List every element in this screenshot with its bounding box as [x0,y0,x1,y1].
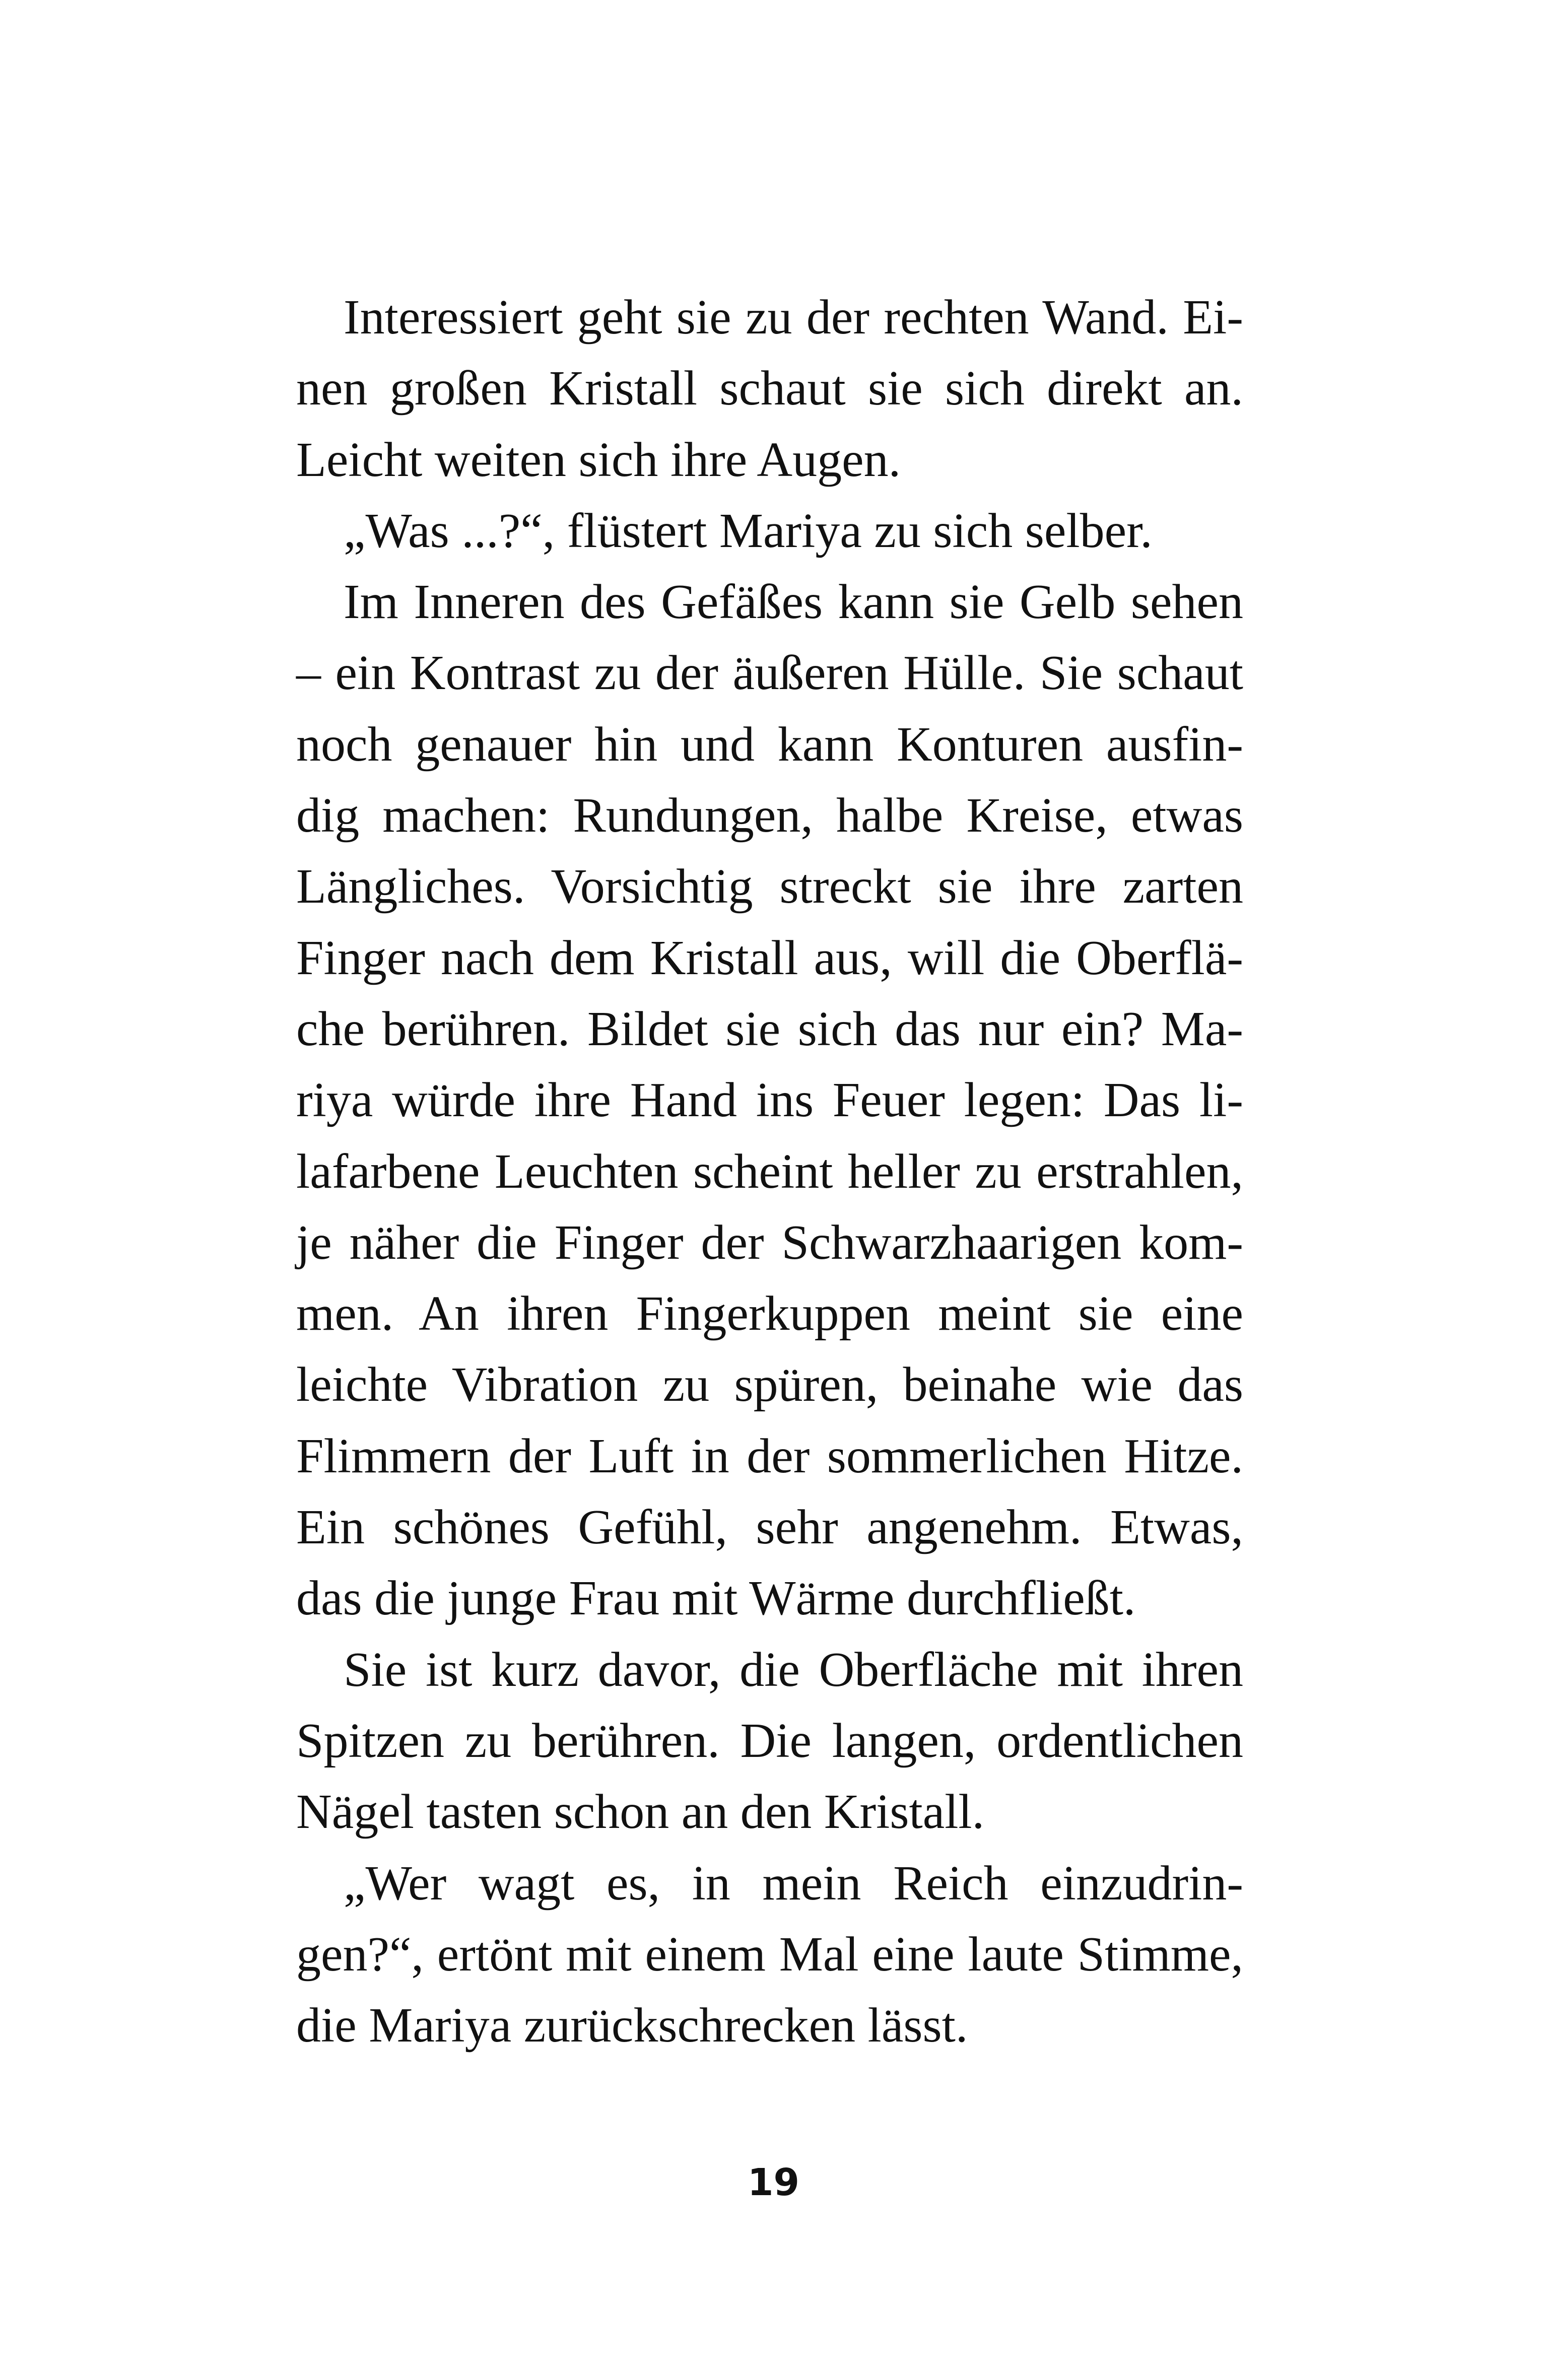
text-line: Längliches. Vorsichtig streckt sie ihre zarten [296,859,1243,914]
text-line: Flimmern der Luft in der sommerlichen Hitze. [296,1429,1243,1483]
text-line: – ein Kontrast zu der äußeren Hülle. Sie schaut [296,646,1243,701]
text-line: leichte Vibration zu spüren, beinahe wie das [296,1357,1243,1412]
text-line: die Mariya zurückschrecken lässt. [296,1998,968,2053]
text-line: Spitzen zu berühren. Die langen, ordentlichen [296,1713,1243,1768]
text-line: je näher die Finger der Schwarzhaarigen kom- [296,1215,1243,1270]
text-line: „Was ...?“, flüstert Mariya zu sich selber. [344,503,1153,558]
text-line: noch genauer hin und kann Konturen ausfin- [296,717,1243,772]
text-line: men. An ihren Fingerkuppen meint sie eine [296,1286,1243,1341]
text-line: che berühren. Bildet sie sich das nur ein? Ma- [296,1001,1243,1056]
text-line: Im Inneren des Gefäßes kann sie Gelb sehen [344,575,1243,630]
text-line: gen?“, ertönt mit einem Mal eine laute Stimme, [296,1927,1243,1982]
text-line: dig machen: Rundungen, halbe Kreise, etwas [296,788,1243,843]
text-line: Finger nach dem Kristall aus, will die Oberflä- [296,930,1243,985]
text-line: Interessiert geht sie zu der rechten Wand. Ei- [344,290,1243,345]
text-line: „Wer wagt es, in mein Reich einzudrin- [344,1856,1243,1911]
text-line: lafarbene Leuchten scheint heller zu erstrahlen, [296,1144,1243,1199]
text-line: Leicht weiten sich ihre Augen. [296,432,901,487]
text-line: Ein schönes Gefühl, sehr angenehm. Etwas, [296,1500,1243,1555]
text-line: nen großen Kristall schaut sie sich direkt an. [296,361,1243,416]
page-number: 19 [748,2161,799,2204]
text-line: riya würde ihre Hand ins Feuer legen: Das li- [296,1073,1243,1128]
text-line: das die junge Frau mit Wärme durchfließt. [296,1571,1136,1626]
text-line: Sie ist kurz davor, die Oberfläche mit ihren [344,1642,1243,1697]
body-text [296,282,1243,2061]
text-line: Nägel tasten schon an den Kristall. [296,1785,985,1840]
